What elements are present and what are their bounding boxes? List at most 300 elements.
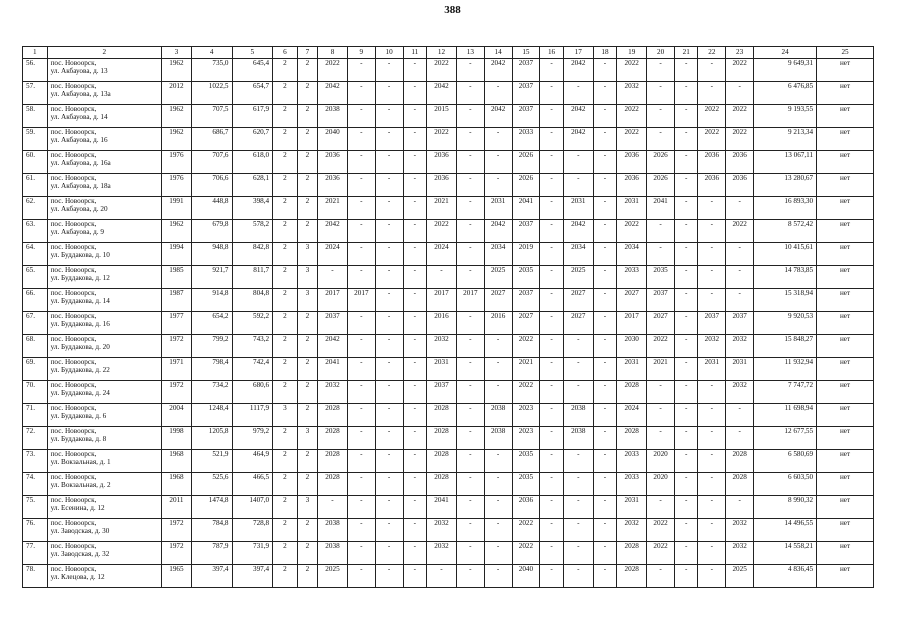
cell-col-21: - (674, 312, 698, 335)
cell-col-13: - (456, 82, 484, 105)
cell-col-4: 654,2 (191, 312, 232, 335)
cell-col-25: нет (817, 312, 874, 335)
cell-col-10: - (375, 381, 403, 404)
cell-col-20: 2035 (647, 266, 675, 289)
cell-col-3: 1965 (161, 565, 191, 588)
table-row (23, 450, 874, 473)
cell-col-3: 1976 (161, 151, 191, 174)
cell-col-24: 11 698,94 (754, 404, 817, 427)
address-cell (47, 496, 161, 519)
cell-col-17: 2027 (563, 312, 593, 335)
cell-col-18: - (593, 105, 617, 128)
row-number: 58. (23, 105, 48, 128)
cell-col-17: - (563, 496, 593, 519)
cell-col-8: 2028 (318, 427, 348, 450)
cell-col-24: 15 848,27 (754, 335, 817, 358)
cell-col-22: 2022 (698, 105, 726, 128)
housing-register-table (22, 46, 874, 588)
cell-col-8: 2038 (318, 519, 348, 542)
cell-col-15: 2026 (512, 174, 540, 197)
cell-col-20: 2020 (647, 473, 675, 496)
cell-col-15: 2040 (512, 565, 540, 588)
cell-col-10: - (375, 473, 403, 496)
cell-col-16: - (540, 335, 564, 358)
table-row (23, 197, 874, 220)
cell-col-17: 2038 (563, 404, 593, 427)
cell-col-12: 2015 (427, 105, 457, 128)
cell-col-6: 2 (273, 174, 298, 197)
cell-col-16: - (540, 220, 564, 243)
cell-col-25: нет (817, 266, 874, 289)
address-settlement: пос. Новоорск, (50, 335, 97, 343)
cell-col-21: - (674, 174, 698, 197)
cell-col-16: - (540, 312, 564, 335)
cell-col-12: 2032 (427, 542, 457, 565)
cell-col-14: 2042 (484, 220, 512, 243)
cell-col-4: 921,7 (191, 266, 232, 289)
address-settlement: пос. Новоорск, (50, 220, 97, 228)
row-number: 70. (23, 381, 48, 404)
cell-col-11: - (403, 450, 427, 473)
cell-col-9: - (347, 105, 375, 128)
cell-col-13: - (456, 519, 484, 542)
cell-col-16: - (540, 519, 564, 542)
cell-col-6: 2 (273, 289, 298, 312)
table-row (23, 220, 874, 243)
cell-col-25: нет (817, 128, 874, 151)
cell-col-8: 2021 (318, 197, 348, 220)
cell-col-8: 2036 (318, 151, 348, 174)
cell-col-10: - (375, 151, 403, 174)
cell-col-7: 2 (297, 473, 317, 496)
cell-col-25: нет (817, 565, 874, 588)
cell-col-3: 1962 (161, 105, 191, 128)
cell-col-16: - (540, 450, 564, 473)
cell-col-13: - (456, 473, 484, 496)
cell-col-18: - (593, 82, 617, 105)
cell-col-19: 2031 (617, 197, 647, 220)
cell-col-23: 2025 (726, 565, 754, 588)
cell-col-5: 728,8 (232, 519, 273, 542)
table-row (23, 312, 874, 335)
cell-col-6: 2 (273, 128, 298, 151)
cell-col-15: 2019 (512, 243, 540, 266)
cell-col-9: - (347, 496, 375, 519)
cell-col-21: - (674, 427, 698, 450)
cell-col-21: - (674, 519, 698, 542)
cell-col-5: 398,4 (232, 197, 273, 220)
cell-col-19: 2022 (617, 59, 647, 82)
column-header-7: 7 (297, 47, 317, 59)
cell-col-16: - (540, 404, 564, 427)
cell-col-11: - (403, 197, 427, 220)
cell-col-8: 2038 (318, 542, 348, 565)
table-row (23, 174, 874, 197)
table-row (23, 473, 874, 496)
cell-col-23: - (726, 289, 754, 312)
cell-col-22: - (698, 542, 726, 565)
cell-col-12: 2022 (427, 59, 457, 82)
cell-col-11: - (403, 358, 427, 381)
column-header-11: 11 (403, 47, 427, 59)
cell-col-6: 2 (273, 197, 298, 220)
cell-col-18: - (593, 427, 617, 450)
column-header-19: 19 (617, 47, 647, 59)
address-cell (47, 197, 161, 220)
cell-col-17: - (563, 473, 593, 496)
cell-col-5: 979,2 (232, 427, 273, 450)
cell-col-13: - (456, 128, 484, 151)
cell-col-5: 1407,0 (232, 496, 273, 519)
cell-col-18: - (593, 312, 617, 335)
cell-col-19: 2027 (617, 289, 647, 312)
cell-col-25: нет (817, 473, 874, 496)
cell-col-5: 617,9 (232, 105, 273, 128)
address-cell (47, 266, 161, 289)
row-number: 74. (23, 473, 48, 496)
cell-col-9: - (347, 266, 375, 289)
cell-col-13: - (456, 243, 484, 266)
column-header-18: 18 (593, 47, 617, 59)
cell-col-12: 2041 (427, 496, 457, 519)
cell-col-11: - (403, 289, 427, 312)
cell-col-12: 2042 (427, 82, 457, 105)
cell-col-10: - (375, 59, 403, 82)
address-settlement: пос. Новоорск, (50, 404, 97, 412)
cell-col-20: 2022 (647, 519, 675, 542)
cell-col-7: 2 (297, 450, 317, 473)
address-street: ул. Акбауова, д. 16 (50, 136, 108, 145)
cell-col-13: - (456, 312, 484, 335)
table-row (23, 335, 874, 358)
cell-col-19: 2033 (617, 266, 647, 289)
table-body (23, 59, 874, 588)
cell-col-22: 2036 (698, 151, 726, 174)
cell-col-22: - (698, 496, 726, 519)
cell-col-3: 1972 (161, 519, 191, 542)
cell-col-23: - (726, 404, 754, 427)
cell-col-12: 2036 (427, 151, 457, 174)
cell-col-9: - (347, 151, 375, 174)
address-street: ул. Буддакова, д. 8 (50, 435, 107, 444)
cell-col-11: - (403, 542, 427, 565)
row-number: 69. (23, 358, 48, 381)
address-street: ул. Буддакова, д. 20 (50, 343, 110, 352)
cell-col-13: - (456, 197, 484, 220)
cell-col-6: 2 (273, 243, 298, 266)
cell-col-18: - (593, 243, 617, 266)
row-number: 71. (23, 404, 48, 427)
cell-col-7: 3 (297, 266, 317, 289)
cell-col-7: 2 (297, 381, 317, 404)
cell-col-14: - (484, 358, 512, 381)
cell-col-7: 2 (297, 220, 317, 243)
cell-col-14: 2031 (484, 197, 512, 220)
cell-col-10: - (375, 519, 403, 542)
cell-col-5: 464,9 (232, 450, 273, 473)
cell-col-4: 735,0 (191, 59, 232, 82)
cell-col-9: - (347, 381, 375, 404)
cell-col-8: 2022 (318, 59, 348, 82)
cell-col-8: 2040 (318, 128, 348, 151)
cell-col-5: 628,1 (232, 174, 273, 197)
cell-col-24: 8 572,42 (754, 220, 817, 243)
cell-col-8: 2028 (318, 404, 348, 427)
cell-col-3: 1972 (161, 381, 191, 404)
cell-col-3: 1972 (161, 542, 191, 565)
address-cell (47, 450, 161, 473)
cell-col-12: 2031 (427, 358, 457, 381)
cell-col-10: - (375, 335, 403, 358)
cell-col-22: - (698, 450, 726, 473)
cell-col-11: - (403, 404, 427, 427)
cell-col-6: 2 (273, 312, 298, 335)
cell-col-19: 2028 (617, 565, 647, 588)
cell-col-15: 2022 (512, 381, 540, 404)
cell-col-14: 2034 (484, 243, 512, 266)
cell-col-4: 707,5 (191, 105, 232, 128)
cell-col-15: 2033 (512, 128, 540, 151)
cell-col-14: 2025 (484, 266, 512, 289)
address-street: ул. Буддакова, д. 10 (50, 251, 110, 260)
cell-col-14: - (484, 335, 512, 358)
cell-col-4: 734,2 (191, 381, 232, 404)
cell-col-25: нет (817, 151, 874, 174)
row-number: 72. (23, 427, 48, 450)
cell-col-9: - (347, 404, 375, 427)
address-cell (47, 427, 161, 450)
cell-col-7: 2 (297, 312, 317, 335)
cell-col-23: 2037 (726, 312, 754, 335)
cell-col-7: 2 (297, 335, 317, 358)
cell-col-5: 842,8 (232, 243, 273, 266)
cell-col-11: - (403, 381, 427, 404)
cell-col-3: 1998 (161, 427, 191, 450)
cell-col-22: - (698, 565, 726, 588)
cell-col-11: - (403, 151, 427, 174)
cell-col-6: 2 (273, 542, 298, 565)
cell-col-4: 679,8 (191, 220, 232, 243)
address-street: ул. Заводская, д. 32 (50, 550, 110, 559)
cell-col-10: - (375, 358, 403, 381)
cell-col-6: 2 (273, 151, 298, 174)
cell-col-7: 2 (297, 197, 317, 220)
cell-col-18: - (593, 473, 617, 496)
address-settlement: пос. Новоорск, (50, 450, 97, 458)
cell-col-12: 2036 (427, 174, 457, 197)
address-settlement: пос. Новоорск, (50, 128, 97, 136)
cell-col-20: - (647, 105, 675, 128)
cell-col-10: - (375, 565, 403, 588)
cell-col-16: - (540, 266, 564, 289)
address-settlement: пос. Новоорск, (50, 542, 97, 550)
address-street: ул. Акбауова, д. 18а (50, 182, 111, 191)
cell-col-20: 2020 (647, 450, 675, 473)
table-row (23, 358, 874, 381)
cell-col-24: 9 213,34 (754, 128, 817, 151)
cell-col-15: 2027 (512, 312, 540, 335)
row-number: 63. (23, 220, 48, 243)
cell-col-25: нет (817, 105, 874, 128)
cell-col-20: - (647, 59, 675, 82)
cell-col-17: - (563, 381, 593, 404)
cell-col-12: 2028 (427, 450, 457, 473)
cell-col-24: 9 193,55 (754, 105, 817, 128)
cell-col-20: 2027 (647, 312, 675, 335)
cell-col-15: 2035 (512, 473, 540, 496)
cell-col-16: - (540, 151, 564, 174)
cell-col-17: - (563, 519, 593, 542)
cell-col-12: 2028 (427, 427, 457, 450)
cell-col-25: нет (817, 450, 874, 473)
cell-col-15: 2026 (512, 151, 540, 174)
column-header-9: 9 (347, 47, 375, 59)
cell-col-15: 2037 (512, 220, 540, 243)
cell-col-13: - (456, 151, 484, 174)
row-number: 61. (23, 174, 48, 197)
cell-col-7: 2 (297, 105, 317, 128)
cell-col-21: - (674, 450, 698, 473)
cell-col-7: 2 (297, 174, 317, 197)
cell-col-16: - (540, 105, 564, 128)
row-number: 59. (23, 128, 48, 151)
cell-col-23: 2036 (726, 174, 754, 197)
cell-col-7: 2 (297, 128, 317, 151)
cell-col-7: 2 (297, 404, 317, 427)
cell-col-18: - (593, 266, 617, 289)
cell-col-22: 2036 (698, 174, 726, 197)
cell-col-12: 2032 (427, 519, 457, 542)
cell-col-13: - (456, 266, 484, 289)
cell-col-8: 2032 (318, 381, 348, 404)
cell-col-22: - (698, 82, 726, 105)
cell-col-24: 14 496,55 (754, 519, 817, 542)
cell-col-17: 2042 (563, 105, 593, 128)
cell-col-15: 2023 (512, 427, 540, 450)
cell-col-3: 1968 (161, 450, 191, 473)
cell-col-15: 2023 (512, 404, 540, 427)
column-header-21: 21 (674, 47, 698, 59)
address-cell (47, 542, 161, 565)
cell-col-8: 2042 (318, 335, 348, 358)
address-settlement: пос. Новоорск, (50, 496, 97, 504)
address-cell (47, 128, 161, 151)
address-cell (47, 289, 161, 312)
cell-col-5: 466,5 (232, 473, 273, 496)
cell-col-24: 6 580,69 (754, 450, 817, 473)
cell-col-13: - (456, 220, 484, 243)
cell-col-10: - (375, 427, 403, 450)
cell-col-13: - (456, 427, 484, 450)
address-cell (47, 105, 161, 128)
cell-col-13: - (456, 105, 484, 128)
cell-col-3: 1962 (161, 59, 191, 82)
cell-col-6: 2 (273, 105, 298, 128)
address-cell (47, 82, 161, 105)
cell-col-3: 2004 (161, 404, 191, 427)
cell-col-14: - (484, 151, 512, 174)
address-street: ул. Акбауова, д. 13а (50, 90, 111, 99)
column-header-1: 1 (23, 47, 48, 59)
cell-col-5: 680,6 (232, 381, 273, 404)
cell-col-19: 2033 (617, 450, 647, 473)
cell-col-20: - (647, 496, 675, 519)
cell-col-13: - (456, 565, 484, 588)
address-street: ул. Акбауова, д. 20 (50, 205, 108, 214)
cell-col-5: 592,2 (232, 312, 273, 335)
address-street: ул. Акбауова, д. 13 (50, 67, 108, 76)
cell-col-4: 448,8 (191, 197, 232, 220)
cell-col-21: - (674, 243, 698, 266)
cell-col-17: - (563, 358, 593, 381)
cell-col-19: 2028 (617, 427, 647, 450)
address-settlement: пос. Новоорск, (50, 565, 97, 573)
cell-col-10: - (375, 266, 403, 289)
row-number: 75. (23, 496, 48, 519)
cell-col-6: 3 (273, 404, 298, 427)
cell-col-23: 2032 (726, 335, 754, 358)
cell-col-24: 15 318,94 (754, 289, 817, 312)
cell-col-6: 2 (273, 450, 298, 473)
cell-col-25: нет (817, 335, 874, 358)
cell-col-20: 2021 (647, 358, 675, 381)
cell-col-11: - (403, 335, 427, 358)
cell-col-11: - (403, 220, 427, 243)
cell-col-17: - (563, 450, 593, 473)
cell-col-13: - (456, 335, 484, 358)
cell-col-4: 397,4 (191, 565, 232, 588)
cell-col-13: - (456, 174, 484, 197)
cell-col-13: - (456, 381, 484, 404)
cell-col-17: 2038 (563, 427, 593, 450)
cell-col-13: - (456, 542, 484, 565)
cell-col-25: нет (817, 404, 874, 427)
cell-col-12: 2024 (427, 243, 457, 266)
cell-col-8: 2038 (318, 105, 348, 128)
cell-col-20: 2041 (647, 197, 675, 220)
cell-col-19: 2031 (617, 496, 647, 519)
cell-col-9: - (347, 59, 375, 82)
cell-col-9: - (347, 565, 375, 588)
cell-col-15: 2037 (512, 59, 540, 82)
cell-col-9: - (347, 335, 375, 358)
cell-col-23: 2022 (726, 105, 754, 128)
cell-col-4: 787,9 (191, 542, 232, 565)
cell-col-5: 618,0 (232, 151, 273, 174)
row-number: 65. (23, 266, 48, 289)
cell-col-8: 2028 (318, 450, 348, 473)
address-street: ул. Вокзальная, д. 2 (50, 481, 111, 490)
cell-col-3: 1991 (161, 197, 191, 220)
cell-col-23: 2022 (726, 220, 754, 243)
cell-col-14: - (484, 473, 512, 496)
cell-col-25: нет (817, 82, 874, 105)
cell-col-14: - (484, 381, 512, 404)
cell-col-11: - (403, 59, 427, 82)
cell-col-21: - (674, 404, 698, 427)
cell-col-17: 2031 (563, 197, 593, 220)
cell-col-24: 13 067,11 (754, 151, 817, 174)
cell-col-5: 645,4 (232, 59, 273, 82)
cell-col-19: 2022 (617, 105, 647, 128)
address-settlement: пос. Новоорск, (50, 381, 97, 389)
cell-col-16: - (540, 174, 564, 197)
cell-col-16: - (540, 427, 564, 450)
row-number: 62. (23, 197, 48, 220)
table-row (23, 565, 874, 588)
cell-col-5: 811,7 (232, 266, 273, 289)
table-row (23, 542, 874, 565)
